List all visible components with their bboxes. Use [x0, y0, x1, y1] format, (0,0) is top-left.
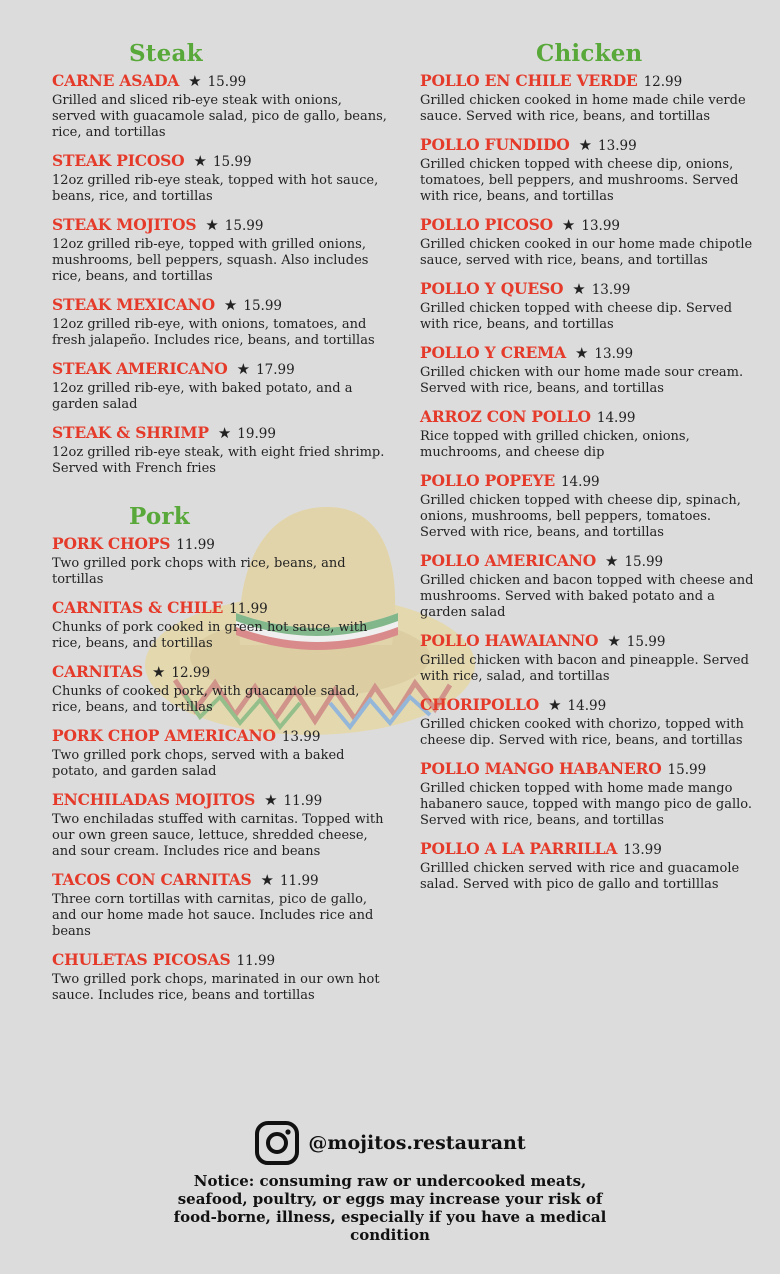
menu-item — [52, 726, 387, 780]
star-icon: ★ — [151, 663, 166, 681]
star-icon: ★ — [188, 72, 202, 90]
menu-item — [420, 839, 755, 893]
item-description: 12oz grilled rib-eye, with baked potato, and a garden salad — [52, 381, 353, 412]
item-price: 11.99 — [279, 873, 319, 889]
menu-item — [52, 534, 387, 588]
item-name: CARNITAS — [52, 662, 143, 681]
item-price: 15.99 — [224, 218, 264, 234]
item-price: 12.99 — [171, 665, 211, 681]
star-icon: ★ — [260, 871, 274, 889]
menu-item — [420, 279, 755, 333]
item-price: 15.99 — [626, 634, 666, 650]
item-description: Grilled chicken cooked in our home made chipotle sauce, served with rice, beans, and tortillas — [420, 237, 753, 268]
star-icon: ★ — [205, 216, 219, 234]
star-icon: ★ — [223, 296, 238, 314]
steak-section-title: Steak — [129, 40, 203, 67]
item-name: POLLO Y CREMA — [420, 343, 566, 362]
star-icon: ★ — [574, 344, 589, 362]
item-description: Two grilled pork chops, marinated in our own hot sauce. Includes rice, beans and tortillas — [52, 972, 380, 1003]
item-price: 11.99 — [229, 601, 268, 617]
menu-item — [420, 407, 755, 461]
pork-section-title: Pork — [129, 503, 190, 530]
item-name: POLLO POPEYE — [420, 471, 555, 490]
menu-item — [52, 295, 387, 349]
menu-item — [52, 215, 387, 285]
item-price: 11.99 — [236, 953, 276, 969]
pork-items — [52, 534, 387, 1004]
star-icon: ★ — [578, 136, 593, 154]
menu-item — [52, 790, 387, 860]
item-price: 13.99 — [281, 729, 321, 745]
item-price: 15.99 — [243, 298, 283, 314]
item-name: PORK CHOP AMERICANO — [52, 726, 276, 745]
menu-item — [52, 151, 387, 205]
item-description: Grilled and sliced rib-eye steak with onions, served with guacamole salad, pico de gallo, beans, rice, and tortillas — [52, 93, 387, 140]
menu-item — [420, 343, 755, 397]
item-description: Grilled chicken and bacon topped with cheese and mushrooms. Served with baked potato and a garden salad — [420, 573, 754, 620]
item-price: 11.99 — [176, 537, 215, 553]
menu-item — [420, 135, 755, 205]
item-price: 15.99 — [212, 154, 252, 170]
item-name: POLLO FUNDIDO — [420, 135, 570, 154]
item-description: Grilled chicken cooked in home made chile verde sauce. Served with rice, beans, and tortillas — [420, 93, 746, 124]
item-description: Rice topped with grilled chicken, onions, muchrooms, and cheese dip — [420, 429, 690, 460]
item-price: 17.99 — [256, 362, 295, 378]
item-description: 12oz grilled rib-eye, with onions, tomatoes, and fresh jalapeño. Includes rice, beans, and tortillas — [52, 317, 375, 348]
item-name: STEAK & SHRIMP — [52, 423, 209, 442]
item-description: Chunks of pork cooked in green hot sauce, with rice, beans, and tortillas — [52, 620, 368, 651]
item-description: Two grilled pork chops, served with a baked potato, and garden salad — [52, 748, 345, 779]
star-icon: ★ — [548, 696, 562, 714]
item-name: ARROZ CON POLLO — [420, 407, 591, 426]
item-price: 15.99 — [624, 554, 664, 570]
item-description: Two grilled pork chops with rice, beans, and tortillas — [52, 556, 346, 587]
item-price: 13.99 — [623, 842, 662, 858]
chicken-section-title: Chicken — [536, 40, 643, 67]
item-price: 11.99 — [283, 793, 323, 809]
menu-item — [52, 359, 387, 413]
item-name: POLLO PICOSO — [420, 215, 553, 234]
item-description: Grilled chicken topped with home made mango habanero sauce, topped with mango pico de gallo. Served with rice, beans, and tortillas — [420, 781, 753, 828]
item-price: 19.99 — [237, 426, 276, 442]
menu-item — [52, 423, 387, 477]
item-description: Grillled chicken served with rice and guacamole salad. Served with pico de gallo and tortilllas — [420, 861, 740, 892]
item-description: 12oz grilled rib-eye, topped with grilled onions, mushrooms, bell peppers, squash. Also includes rice, beans, and tortillas — [52, 237, 369, 284]
left-column — [52, 40, 387, 1014]
item-name: POLLO HAWAIANNO — [420, 631, 599, 650]
item-price: 13.99 — [594, 346, 634, 362]
star-icon: ★ — [607, 632, 621, 650]
item-price: 13.99 — [591, 282, 631, 298]
star-icon: ★ — [572, 280, 586, 298]
menu-item — [52, 71, 387, 141]
item-name: ENCHILADAS MOJITOS — [52, 790, 256, 809]
chicken-items — [420, 71, 755, 893]
item-name: CHULETAS PICOSAS — [52, 950, 231, 969]
item-price: 13.99 — [598, 138, 637, 154]
item-description: Grilled chicken topped with cheese dip. Served with rice, beans, and tortillas — [420, 301, 733, 332]
star-icon: ★ — [193, 152, 207, 170]
item-name: STEAK MEXICANO — [52, 295, 215, 314]
item-description: Grilled chicken topped with cheese dip, onions, tomatoes, bell peppers, and mushrooms. Served with rice, beans, and tortillas — [420, 157, 739, 204]
item-price: 14.99 — [560, 474, 600, 490]
menu-item — [420, 551, 755, 621]
item-name: CARNE ASADA — [52, 71, 180, 90]
item-description: Two enchiladas stuffed with carnitas. Topped with our own green sauce, lettuce, shredded cheese, and sour cream. Includes rice and beans — [52, 812, 384, 859]
menu-item — [420, 215, 755, 269]
food-safety-notice: Notice: consuming raw or undercooked meats, seafood, poultry, or eggs may increase your risk of food-borne, illness, especially if you have a medical condition — [173, 1172, 607, 1244]
item-name: PORK CHOPS — [52, 534, 171, 553]
star-icon: ★ — [264, 791, 278, 809]
star-icon: ★ — [236, 360, 251, 378]
item-price: 13.99 — [581, 218, 621, 234]
item-price: 14.99 — [596, 410, 636, 426]
menu-item — [52, 950, 387, 1004]
item-description: Grilled chicken cooked with chorizo, topped with cheese dip. Served with rice, beans, and tortillas — [420, 717, 744, 748]
menu-item — [52, 598, 387, 652]
star-icon: ★ — [217, 424, 232, 442]
item-price: 12.99 — [643, 74, 683, 90]
item-name: POLLO A LA PARRILLA — [420, 839, 618, 858]
item-name: CHORIPOLLO — [420, 695, 540, 714]
menu-item — [52, 870, 387, 940]
item-description: 12oz grilled rib-eye steak, topped with hot sauce, beans, rice, and tortillas — [52, 173, 379, 204]
item-description: Grilled chicken with bacon and pineapple. Served with rice, salad, and tortillas — [420, 653, 749, 684]
instagram-handle[interactable]: @mojitos.restaurant — [308, 1132, 526, 1154]
star-icon: ★ — [605, 552, 619, 570]
star-icon: ★ — [561, 216, 576, 234]
item-name: TACOS CON CARNITAS — [52, 870, 252, 889]
item-name: STEAK MOJITOS — [52, 215, 197, 234]
menu-item — [420, 631, 755, 685]
menu-item — [420, 695, 755, 749]
item-name: POLLO Y QUESO — [420, 279, 564, 298]
item-name: POLLO AMERICANO — [420, 551, 597, 570]
menu-item — [420, 71, 755, 125]
instagram-row — [160, 1120, 620, 1166]
item-price: 15.99 — [207, 74, 247, 90]
item-price: 14.99 — [567, 698, 607, 714]
item-description: Grilled chicken with our home made sour cream. Served with rice, beans, and tortillas — [420, 365, 744, 396]
instagram-icon — [254, 1120, 300, 1166]
item-name: POLLO EN CHILE VERDE — [420, 71, 638, 90]
right-column — [420, 40, 755, 903]
item-name: STEAK PICOSO — [52, 151, 185, 170]
item-description: 12oz grilled rib-eye steak, with eight fried shrimp. Served with French fries — [52, 445, 385, 476]
item-price: 15.99 — [667, 762, 707, 778]
item-description: Grilled chicken topped with cheese dip, spinach, onions, mushrooms, bell peppers, tomatoes. Served with rice, beans, and tortillas — [420, 493, 741, 540]
menu-item — [52, 662, 387, 716]
footer — [160, 1120, 620, 1244]
item-description: Three corn tortillas with carnitas, pico de gallo, and our home made hot sauce. Includes rice and beans — [52, 892, 374, 939]
menu-item — [420, 759, 755, 829]
item-name: STEAK AMERICANO — [52, 359, 228, 378]
item-description: Chunks of cooked pork, with guacamole salad, rice, beans, and tortillas — [52, 684, 360, 715]
item-name: POLLO MANGO HABANERO — [420, 759, 662, 778]
steak-items — [52, 71, 387, 477]
item-name: CARNITAS & CHILE — [52, 598, 224, 617]
menu-item — [420, 471, 755, 541]
